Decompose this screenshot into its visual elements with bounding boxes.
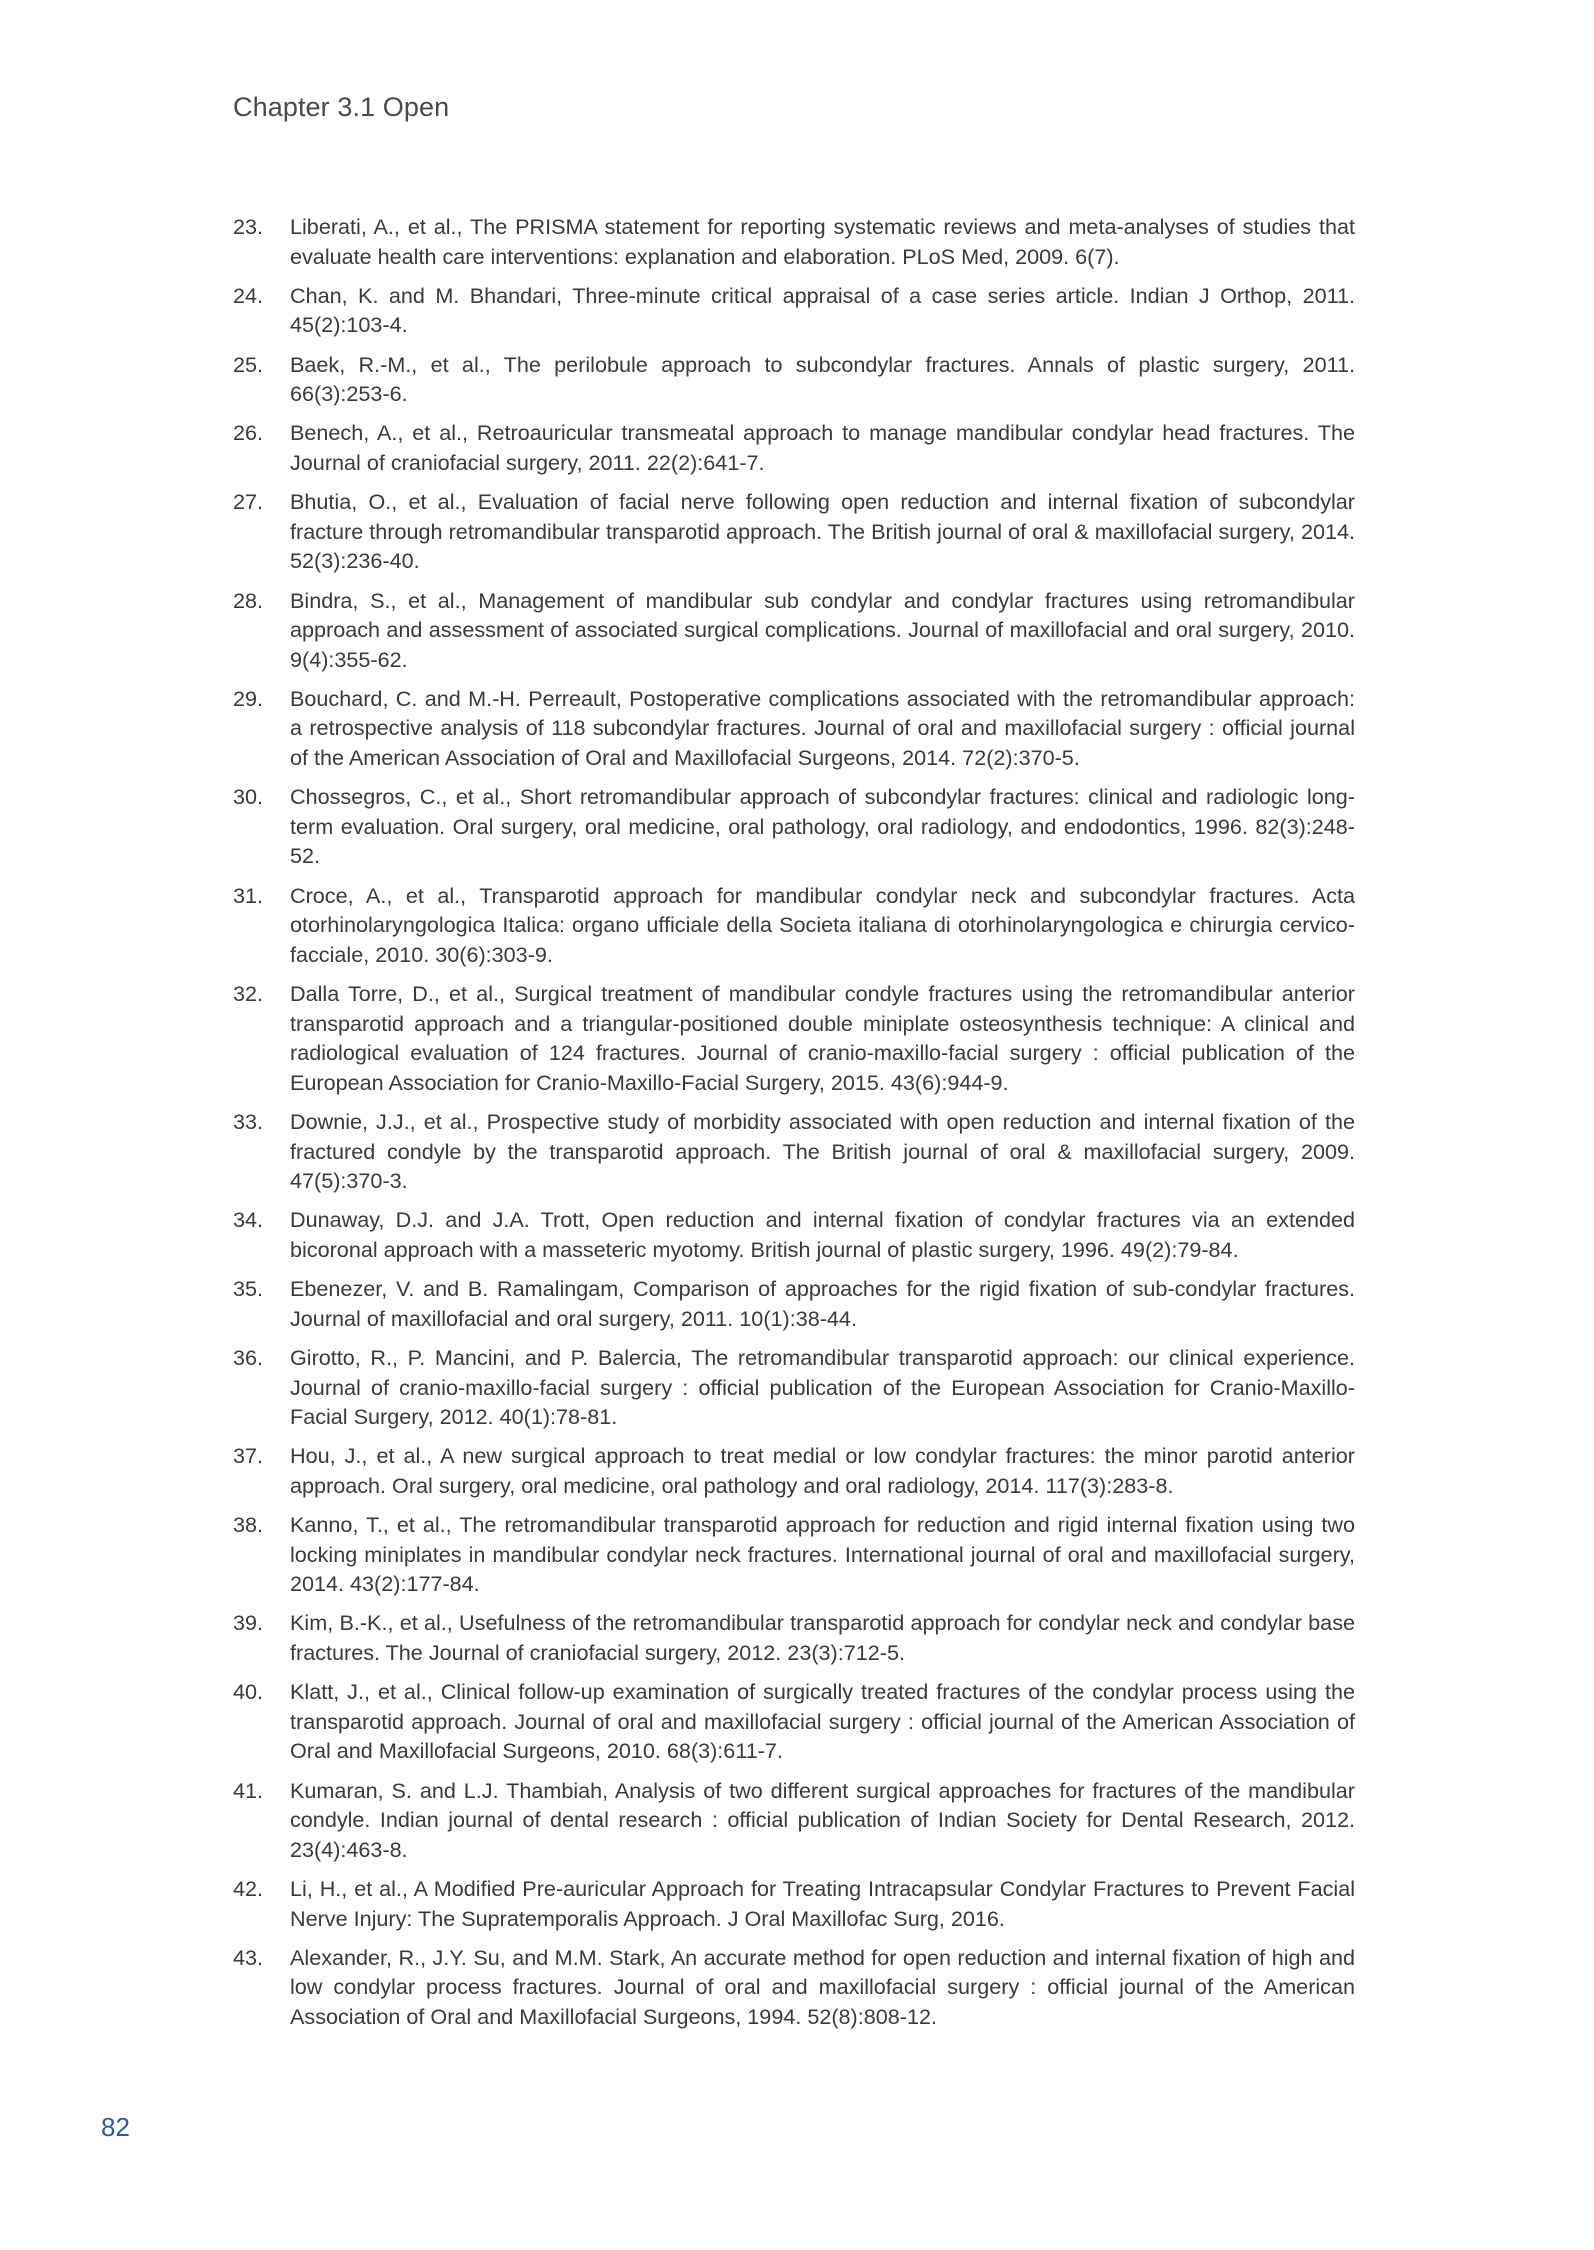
reference-item [233,1510,1355,1599]
reference-number: 35. [233,1276,264,1302]
reference-text: Kim, B.-K., et al., Usefulness of the retromandibular transparotid approach for condylar neck and condylar base fractures. The Journal of craniofacial surgery, 2012. 23(3):712-5. [290,1610,1355,1666]
reference-item [233,881,1355,970]
reference-item [233,782,1355,871]
reference-list [233,212,1355,2041]
running-header: Chapter 3.1 Open [233,92,450,122]
reference-item [233,1205,1355,1264]
reference-text: Bhutia, O., et al., Evaluation of facial nerve following open reduction and internal fixation of subcondylar fracture through retromandibular transparotid approach. The British journal of oral & maxillofacial surgery, 2014. 52(3):236-40. [290,489,1355,574]
reference-text: Benech, A., et al., Retroauricular transmeatal approach to manage mandibular condylar head fractures. The Journal of craniofacial surgery, 2011. 22(2):641-7. [290,420,1355,475]
reference-number: 31. [233,882,264,908]
reference-item [233,281,1355,340]
reference-number: 40. [233,1679,264,1705]
reference-number: 43. [233,1944,264,1970]
reference-text: Klatt, J., et al., Clinical follow-up examination of surgically treated fractures of the condylar process using the transparotid approach. Journal of oral and maxillofacial surgery : official journal of the American Association of Oral and Maxillofacial Surgeons, 2010. 68(3):611-7. [290,1679,1355,1764]
reference-item [233,1776,1355,1865]
reference-item [233,1943,1355,2032]
reference-number: 39. [233,1610,264,1636]
reference-text: Croce, A., et al., Transparotid approach for mandibular condylar neck and subcondylar fractures. Acta otorhinolaryngologica Italica: organo ufficiale della Societa italiana di otorhinolaryngologica e chirurgia cervico-facciale, 2010. 30(6):303-9. [290,882,1355,967]
reference-number: 41. [233,1777,264,1803]
reference-item [233,418,1355,477]
reference-item [233,586,1355,675]
reference-item [233,1274,1355,1333]
reference-number: 29. [233,685,264,711]
reference-text: Dalla Torre, D., et al., Surgical treatment of mandibular condyle fractures using the retromandibular anterior transparotid approach and a triangular-positioned double miniplate osteosynthesis technique: A clinical and radiological evaluation of 124 fractures. Journal of cranio-maxillo-facial surgery : official publication of the European Association for Cranio-Maxillo-Facial Surgery, 2015. 43(6):944-9. [290,981,1355,1095]
reference-number: 24. [233,282,264,308]
reference-text: Bindra, S., et al., Management of mandibular sub condylar and condylar fractures using retromandibular approach and assessment of associated surgical complications. Journal of maxillofacial and oral surgery, 2010. 9(4):355-62. [290,587,1355,672]
reference-number: 34. [233,1207,264,1233]
reference-text: Girotto, R., P. Mancini, and P. Balercia, The retromandibular transparotid approach: our clinical experience. Journal of cranio-maxillo-facial surgery : official publication of the European Association for Cranio-Maxillo-Facial Surgery, 2012. 40(1):78-81. [290,1344,1355,1430]
reference-number: 32. [233,981,264,1006]
reference-number: 27. [233,489,264,515]
reference-text: Kumaran, S. and L.J. Thambiah, Analysis of two different surgical approaches for fractures of the mandibular condyle. Indian journal of dental research : official publication of Indian Society for Dental Research, 2012. 23(4):463-8. [290,1777,1355,1862]
reference-text: Kanno, T., et al., The retromandibular transparotid approach for reduction and rigid internal fixation using two locking miniplates in mandibular condylar neck fractures. International journal of oral and maxillofacial surgery, 2014. 43(2):177-84. [290,1512,1355,1597]
reference-text: Bouchard, C. and M.-H. Perreault, Postoperative complications associated with the retromandibular approach: a retrospective analysis of 118 subcondylar fractures. Journal of oral and maxillofacial surgery : official journal of the American Association of Oral and Maxillofacial Surgeons, 2014. 72(2):370-5. [290,685,1355,771]
reference-item [233,1441,1355,1500]
reference-item [233,1343,1355,1432]
reference-item [233,212,1355,271]
page-number: 82 [101,2112,130,2142]
reference-number: 37. [233,1443,264,1469]
reference-text: Chan, K. and M. Bhandari, Three-minute critical appraisal of a case series article. Indian J Orthop, 2011. 45(2):103-4. [290,282,1355,338]
reference-text: Ebenezer, V. and B. Ramalingam, Comparison of approaches for the rigid fixation of sub-condylar fractures. Journal of maxillofacial and oral surgery, 2011. 10(1):38-44. [290,1276,1355,1331]
reference-text: Alexander, R., J.Y. Su, and M.M. Stark, An accurate method for open reduction and internal fixation of high and low condylar process fractures. Journal of oral and maxillofacial surgery : official journal of the American Association of Oral and Maxillofacial Surgeons, 1994. 52(8):808-12. [290,1944,1355,2029]
reference-item [233,1874,1355,1933]
reference-text: Hou, J., et al., A new surgical approach to treat medial or low condylar fractures: the minor parotid anterior approach. Oral surgery, oral medicine, oral pathology and oral radiology, 2014. 117(3):283-8. [290,1443,1355,1498]
reference-number: 30. [233,784,264,810]
reference-text: Liberati, A., et al., The PRISMA statement for reporting systematic reviews and meta-analyses of studies that evaluate health care interventions: explanation and elaboration. PLoS Med, 2009. 6(7). [290,214,1355,269]
reference-number: 33. [233,1108,264,1134]
reference-item [233,979,1355,1097]
reference-item [233,1677,1355,1766]
reference-number: 23. [233,214,264,239]
reference-item [233,487,1355,576]
reference-text: Baek, R.-M., et al., The perilobule approach to subcondylar fractures. Annals of plastic surgery, 2011. 66(3):253-6. [290,351,1355,407]
reference-item [233,1107,1355,1196]
reference-number: 25. [233,351,264,377]
reference-text: Chossegros, C., et al., Short retromandibular approach of subcondylar fractures: clinical and radiologic long-term evaluation. Oral surgery, oral medicine, oral pathology, oral radiology, and endodontics, 1996. 82(3):248-52. [290,784,1355,869]
reference-item [233,350,1355,409]
reference-number: 38. [233,1512,264,1538]
reference-text: Li, H., et al., A Modified Pre-auricular Approach for Treating Intracapsular Condylar Fractures to Prevent Facial Nerve Injury: The Supratemporalis Approach. J Oral Maxillofac Surg, 2016. [290,1875,1355,1931]
reference-text: Downie, J.J., et al., Prospective study of morbidity associated with open reduction and internal fixation of the fractured condyle by the transparotid approach. The British journal of oral & maxillofacial surgery, 2009. 47(5):370-3. [290,1108,1355,1194]
reference-number: 42. [233,1875,264,1901]
reference-number: 26. [233,420,264,446]
reference-item [233,1608,1355,1667]
reference-number: 28. [233,587,264,613]
reference-text: Dunaway, D.J. and J.A. Trott, Open reduction and internal fixation of condylar fractures via an extended bicoronal approach with a masseteric myotomy. British journal of plastic surgery, 1996. 49(2):79-84. [290,1207,1355,1262]
reference-number: 36. [233,1344,264,1370]
reference-item [233,684,1355,773]
